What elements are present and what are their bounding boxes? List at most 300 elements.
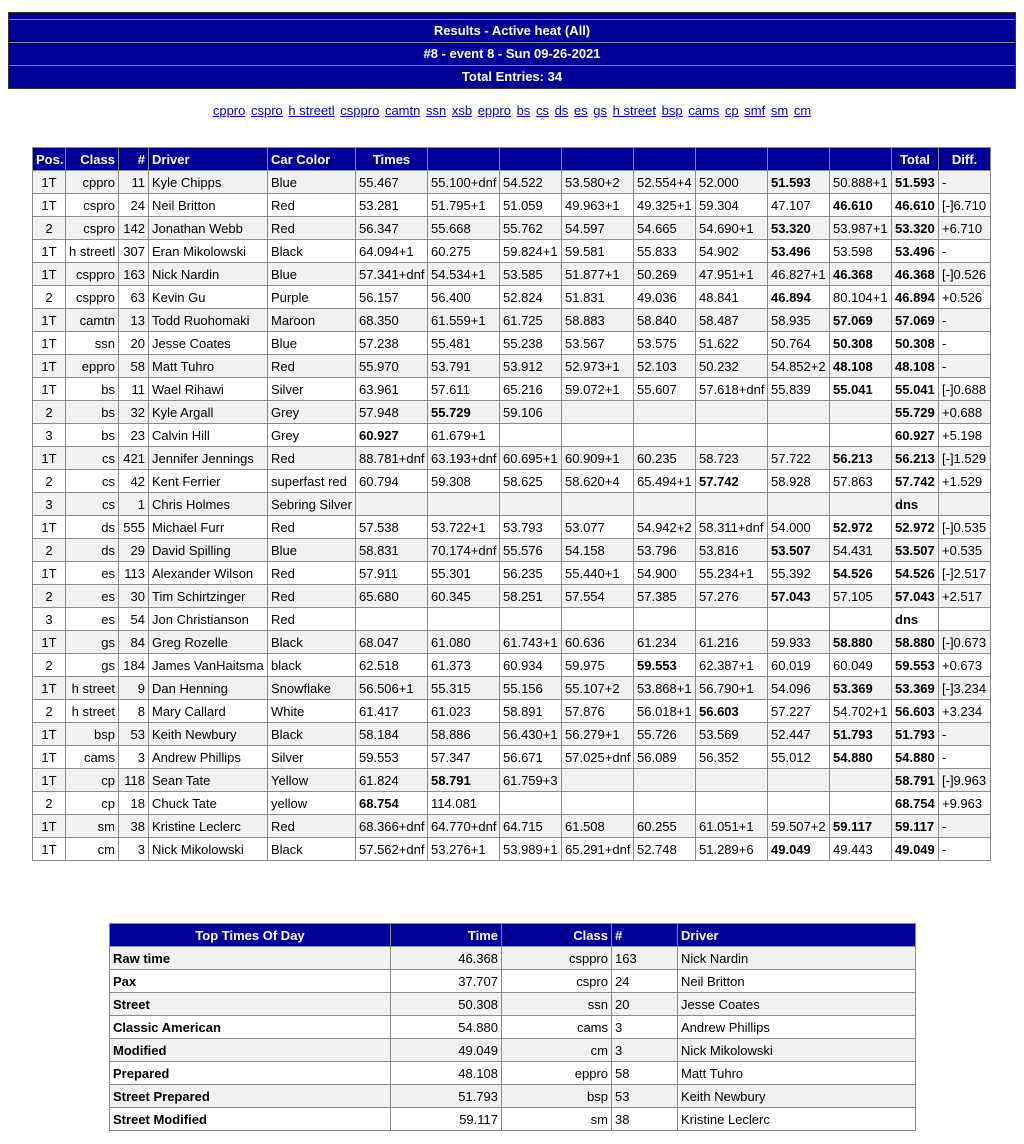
class-link-cams[interactable]: cams <box>688 103 720 118</box>
table-row <box>33 309 991 332</box>
run-time-cell: 53.793 <box>500 516 562 539</box>
run-time-cell <box>768 608 830 631</box>
diff-cell: - <box>939 332 991 355</box>
run-time-cell: 57.105 <box>830 585 892 608</box>
class-cell: bsp <box>66 723 119 746</box>
run-time-cell: 56.400 <box>428 286 500 309</box>
pos-cell: 2 <box>33 654 66 677</box>
run-time-cell: 56.671 <box>500 746 562 769</box>
table-row <box>33 792 991 815</box>
col-class: Class <box>502 924 612 947</box>
run-time-cell: 53.369 <box>830 677 892 700</box>
run-time-cell: 60.927 <box>356 424 428 447</box>
run-time-cell: 53.816 <box>696 539 768 562</box>
class-link-camtn[interactable]: camtn <box>384 103 421 118</box>
class-cell: cs <box>66 470 119 493</box>
run-time-cell: 61.824 <box>356 769 428 792</box>
col-total: Total <box>892 148 939 171</box>
class-link-csppro[interactable]: csppro <box>340 103 380 118</box>
class-link-cspro[interactable]: cspro <box>251 103 283 118</box>
car-color-cell: Grey <box>268 401 356 424</box>
run-time-cell: 65.216 <box>500 378 562 401</box>
pos-cell: 1T <box>33 769 66 792</box>
run-time-cell <box>830 401 892 424</box>
run-time-cell: 51.877+1 <box>562 263 634 286</box>
run-time-cell: 53.567 <box>562 332 634 355</box>
class-cell: csppro <box>502 947 612 970</box>
table-row <box>33 240 991 263</box>
pos-cell: 1T <box>33 378 66 401</box>
driver-cell: David Spilling <box>149 539 268 562</box>
number-cell: 307 <box>119 240 149 263</box>
pos-cell: 1T <box>33 723 66 746</box>
driver-cell: Matt Tuhro <box>678 1062 916 1085</box>
pos-cell: 1T <box>33 815 66 838</box>
total-cell: 53.507 <box>892 539 939 562</box>
total-cell: 46.610 <box>892 194 939 217</box>
run-time-cell: 50.764 <box>768 332 830 355</box>
run-time-cell: 61.023 <box>428 700 500 723</box>
class-link-bsp[interactable]: bsp <box>661 103 683 118</box>
diff-cell: +2.517 <box>939 585 991 608</box>
total-cell: dns <box>892 493 939 516</box>
diff-cell: [-]1.529 <box>939 447 991 470</box>
page-title: Results - Active heat (All) <box>9 20 1015 43</box>
total-cell: 53.320 <box>892 217 939 240</box>
pos-cell: 2 <box>33 792 66 815</box>
driver-cell: Kristine Leclerc <box>149 815 268 838</box>
run-time-cell <box>696 792 768 815</box>
pos-cell: 3 <box>33 493 66 516</box>
table-row <box>110 947 916 970</box>
table-row <box>33 700 991 723</box>
pos-cell: 2 <box>33 539 66 562</box>
class-cell: sm <box>502 1108 612 1131</box>
run-time-cell: 53.507 <box>768 539 830 562</box>
run-time-cell: 61.216 <box>696 631 768 654</box>
total-cell: 49.049 <box>892 838 939 861</box>
car-color-cell: Purple <box>268 286 356 309</box>
number-cell: 18 <box>119 792 149 815</box>
car-color-cell: Silver <box>268 746 356 769</box>
run-time-cell: 50.232 <box>696 355 768 378</box>
run-time-cell: 64.094+1 <box>356 240 428 263</box>
driver-cell: Chuck Tate <box>149 792 268 815</box>
run-time-cell: 57.742 <box>696 470 768 493</box>
run-time-cell: 54.852+2 <box>768 355 830 378</box>
car-color-cell: Red <box>268 562 356 585</box>
run-time-cell <box>500 608 562 631</box>
run-time-cell: 58.935 <box>768 309 830 332</box>
class-cell: sm <box>66 815 119 838</box>
total-cell: 55.729 <box>892 401 939 424</box>
run-time-cell: 56.430+1 <box>500 723 562 746</box>
run-time-cell: 54.702+1 <box>830 700 892 723</box>
run-time-cell: 49.963+1 <box>562 194 634 217</box>
table-row <box>33 424 991 447</box>
time-cell: 50.308 <box>391 993 502 1016</box>
driver-cell: Neil Britton <box>149 194 268 217</box>
run-time-cell: 56.235 <box>500 562 562 585</box>
class-cell: h street <box>66 677 119 700</box>
class-link-cs[interactable]: cs <box>535 103 549 118</box>
run-time-cell: 61.051+1 <box>696 815 768 838</box>
number-cell: 163 <box>119 263 149 286</box>
run-time-cell: 49.049 <box>768 838 830 861</box>
car-color-cell: Black <box>268 723 356 746</box>
run-time-cell: 50.269 <box>634 263 696 286</box>
run-time-cell: 55.729 <box>428 401 500 424</box>
driver-cell: Wael Rihawi <box>149 378 268 401</box>
driver-cell: Todd Ruohomaki <box>149 309 268 332</box>
class-link-eppro[interactable]: eppro <box>477 103 511 118</box>
table-row <box>33 470 991 493</box>
run-time-cell: 50.308 <box>830 332 892 355</box>
class-link-ds[interactable]: ds <box>554 103 569 118</box>
run-time-cell: 52.554+4 <box>634 171 696 194</box>
class-link-gs[interactable]: gs <box>593 103 608 118</box>
run-time-cell: 68.350 <box>356 309 428 332</box>
top-times-header-row <box>110 924 916 947</box>
number-cell: 118 <box>119 769 149 792</box>
diff-cell: - <box>939 815 991 838</box>
run-time-cell: 60.235 <box>634 447 696 470</box>
diff-cell: [-]0.535 <box>939 516 991 539</box>
run-time-cell: 54.096 <box>768 677 830 700</box>
run-time-cell: 54.431 <box>830 539 892 562</box>
results-banner <box>8 12 1016 89</box>
run-time-cell <box>634 792 696 815</box>
run-time-cell: 65.494+1 <box>634 470 696 493</box>
run-time-cell: 60.934 <box>500 654 562 677</box>
number-cell: 3 <box>119 838 149 861</box>
total-cell: 51.793 <box>892 723 939 746</box>
diff-cell: - <box>939 309 991 332</box>
total-cell: 54.526 <box>892 562 939 585</box>
run-time-cell: 55.315 <box>428 677 500 700</box>
class-cell: ds <box>66 516 119 539</box>
pos-cell: 1T <box>33 838 66 861</box>
number-cell: 30 <box>119 585 149 608</box>
run-time-cell: 61.234 <box>634 631 696 654</box>
driver-cell: Mary Callard <box>149 700 268 723</box>
car-color-cell: Red <box>268 585 356 608</box>
run-time-cell: 57.238 <box>356 332 428 355</box>
diff-cell <box>939 608 991 631</box>
top-times-table <box>109 923 916 1131</box>
run-time-cell: 57.227 <box>768 700 830 723</box>
run-time-cell: 59.507+2 <box>768 815 830 838</box>
col-driver: Driver <box>678 924 916 947</box>
run-time-cell: 53.722+1 <box>428 516 500 539</box>
pos-cell: 1T <box>33 240 66 263</box>
number-cell: 23 <box>119 424 149 447</box>
col-pos: Pos. <box>33 148 66 171</box>
event-info: #8 - event 8 - Sun 09-26-2021 <box>9 43 1015 66</box>
category-cell: Street Modified <box>110 1108 391 1131</box>
number-cell: 54 <box>119 608 149 631</box>
class-cell: cp <box>66 769 119 792</box>
class-cell: es <box>66 585 119 608</box>
pos-cell: 2 <box>33 585 66 608</box>
run-time-cell: 56.790+1 <box>696 677 768 700</box>
run-time-cell: 68.047 <box>356 631 428 654</box>
run-time-cell: 54.665 <box>634 217 696 240</box>
run-time-cell: 56.603 <box>696 700 768 723</box>
class-link-bs[interactable]: bs <box>516 103 531 118</box>
car-color-cell: Sebring Silver <box>268 493 356 516</box>
run-time-cell: 61.373 <box>428 654 500 677</box>
car-color-cell: Red <box>268 815 356 838</box>
class-link-cm[interactable]: cm <box>793 103 812 118</box>
category-cell: Street Prepared <box>110 1085 391 1108</box>
number-cell: 184 <box>119 654 149 677</box>
class-link-cp[interactable]: cp <box>724 103 739 118</box>
pos-cell: 1T <box>33 309 66 332</box>
run-time-cell: 63.193+dnf <box>428 447 500 470</box>
class-cell: cspro <box>66 194 119 217</box>
run-time-cell: 56.157 <box>356 286 428 309</box>
col-category: Top Times Of Day <box>110 924 391 947</box>
col-time-2 <box>428 148 500 171</box>
diff-cell: - <box>939 723 991 746</box>
run-time-cell <box>696 424 768 447</box>
run-time-cell: 51.622 <box>696 332 768 355</box>
class-cell: bs <box>66 401 119 424</box>
driver-cell: Jesse Coates <box>149 332 268 355</box>
run-time-cell: 70.174+dnf <box>428 539 500 562</box>
run-time-cell <box>830 608 892 631</box>
run-time-cell: 49.325+1 <box>634 194 696 217</box>
run-time-cell: 88.781+dnf <box>356 447 428 470</box>
class-link-xsb[interactable]: xsb <box>451 103 473 118</box>
run-time-cell <box>768 769 830 792</box>
diff-cell: - <box>939 240 991 263</box>
run-time-cell: 56.018+1 <box>634 700 696 723</box>
run-time-cell <box>562 493 634 516</box>
run-time-cell: 55.481 <box>428 332 500 355</box>
run-time-cell <box>428 493 500 516</box>
number-cell: 53 <box>612 1085 678 1108</box>
total-cell: 68.754 <box>892 792 939 815</box>
run-time-cell: 61.080 <box>428 631 500 654</box>
class-cell: es <box>66 562 119 585</box>
run-time-cell <box>562 401 634 424</box>
class-link-cppro[interactable]: cppro <box>212 103 246 118</box>
class-cell: cams <box>502 1016 612 1039</box>
driver-cell: Alexander Wilson <box>149 562 268 585</box>
class-link-sm[interactable]: sm <box>770 103 789 118</box>
run-time-cell: 52.748 <box>634 838 696 861</box>
class-cell: cm <box>502 1039 612 1062</box>
run-time-cell: 60.019 <box>768 654 830 677</box>
total-cell: 57.043 <box>892 585 939 608</box>
table-row <box>110 1016 916 1039</box>
run-time-cell: 55.301 <box>428 562 500 585</box>
run-time-cell: 60.255 <box>634 815 696 838</box>
number-cell: 84 <box>119 631 149 654</box>
number-cell: 32 <box>119 401 149 424</box>
run-time-cell: 56.213 <box>830 447 892 470</box>
run-time-cell: 58.883 <box>562 309 634 332</box>
driver-cell: Kyle Chipps <box>149 171 268 194</box>
total-cell: 58.880 <box>892 631 939 654</box>
class-link-ssn[interactable]: ssn <box>425 103 447 118</box>
run-time-cell: 65.680 <box>356 585 428 608</box>
table-row <box>33 562 991 585</box>
run-time-cell: 51.289+6 <box>696 838 768 861</box>
col-class: Class <box>66 148 119 171</box>
run-time-cell: 51.793 <box>830 723 892 746</box>
run-time-cell: 57.385 <box>634 585 696 608</box>
run-time-cell: 49.036 <box>634 286 696 309</box>
driver-cell: James VanHaitsma <box>149 654 268 677</box>
table-row <box>33 838 991 861</box>
run-time-cell <box>356 608 428 631</box>
run-time-cell <box>634 769 696 792</box>
pos-cell: 1T <box>33 355 66 378</box>
run-time-cell: 52.103 <box>634 355 696 378</box>
driver-cell: Neil Britton <box>678 970 916 993</box>
time-cell: 37.707 <box>391 970 502 993</box>
table-row <box>33 355 991 378</box>
run-time-cell: 55.467 <box>356 171 428 194</box>
table-row <box>110 993 916 1016</box>
run-time-cell: 55.012 <box>768 746 830 769</box>
run-time-cell: 56.279+1 <box>562 723 634 746</box>
time-cell: 49.049 <box>391 1039 502 1062</box>
total-cell: 50.308 <box>892 332 939 355</box>
table-row <box>33 631 991 654</box>
run-time-cell: 55.607 <box>634 378 696 401</box>
run-time-cell: 55.726 <box>634 723 696 746</box>
results-header-row <box>33 148 991 171</box>
diff-cell: [-]2.517 <box>939 562 991 585</box>
number-cell: 3 <box>612 1016 678 1039</box>
pos-cell: 1T <box>33 171 66 194</box>
category-cell: Pax <box>110 970 391 993</box>
run-time-cell <box>830 424 892 447</box>
number-cell: 113 <box>119 562 149 585</box>
category-cell: Classic American <box>110 1016 391 1039</box>
run-time-cell: 59.824+1 <box>500 240 562 263</box>
run-time-cell: 61.679+1 <box>428 424 500 447</box>
run-time-cell <box>768 792 830 815</box>
run-time-cell: 59.106 <box>500 401 562 424</box>
car-color-cell: Blue <box>268 171 356 194</box>
car-color-cell: superfast red <box>268 470 356 493</box>
run-time-cell <box>634 493 696 516</box>
run-time-cell: 52.000 <box>696 171 768 194</box>
pos-cell: 2 <box>33 700 66 723</box>
run-time-cell <box>500 493 562 516</box>
table-row <box>110 970 916 993</box>
class-link-smf[interactable]: smf <box>744 103 766 118</box>
run-time-cell <box>356 493 428 516</box>
run-time-cell: 53.077 <box>562 516 634 539</box>
total-cell: 60.927 <box>892 424 939 447</box>
class-link-h-street[interactable]: h street <box>612 103 656 118</box>
driver-cell: Nick Mikolowski <box>149 838 268 861</box>
class-links-nav <box>0 103 1024 118</box>
pos-cell: 1T <box>33 332 66 355</box>
run-time-cell: 53.320 <box>768 217 830 240</box>
run-time-cell <box>428 608 500 631</box>
table-row <box>33 516 991 539</box>
diff-cell: +0.535 <box>939 539 991 562</box>
total-cell: 53.369 <box>892 677 939 700</box>
table-row <box>33 401 991 424</box>
class-cell: camtn <box>66 309 119 332</box>
run-time-cell: 51.059 <box>500 194 562 217</box>
class-link-h-streetl[interactable]: h streetl <box>288 103 335 118</box>
run-time-cell <box>768 493 830 516</box>
number-cell: 163 <box>612 947 678 970</box>
run-time-cell: 54.942+2 <box>634 516 696 539</box>
table-row <box>110 1085 916 1108</box>
car-color-cell: Grey <box>268 424 356 447</box>
run-time-cell <box>696 769 768 792</box>
run-time-cell: 57.276 <box>696 585 768 608</box>
class-cell: csppro <box>66 263 119 286</box>
table-row <box>33 608 991 631</box>
diff-cell: +0.526 <box>939 286 991 309</box>
run-time-cell: 55.839 <box>768 378 830 401</box>
total-cell: 59.553 <box>892 654 939 677</box>
col-time-6 <box>696 148 768 171</box>
table-row <box>33 585 991 608</box>
total-cell: 46.368 <box>892 263 939 286</box>
run-time-cell: 68.366+dnf <box>356 815 428 838</box>
car-color-cell: Yellow <box>268 769 356 792</box>
run-time-cell: 53.569 <box>696 723 768 746</box>
run-time-cell: 58.487 <box>696 309 768 332</box>
driver-cell: Nick Mikolowski <box>678 1039 916 1062</box>
results-table <box>32 147 991 861</box>
driver-cell: Eran Mikolowski <box>149 240 268 263</box>
class-cell: ssn <box>66 332 119 355</box>
class-cell: csppro <box>66 286 119 309</box>
table-row <box>33 677 991 700</box>
run-time-cell: 57.722 <box>768 447 830 470</box>
run-time-cell: 57.538 <box>356 516 428 539</box>
table-row <box>33 332 991 355</box>
class-link-es[interactable]: es <box>573 103 588 118</box>
driver-cell: Keith Newbury <box>678 1085 916 1108</box>
number-cell: 142 <box>119 217 149 240</box>
total-cell: 57.069 <box>892 309 939 332</box>
time-cell: 46.368 <box>391 947 502 970</box>
class-cell: cp <box>66 792 119 815</box>
class-cell: bs <box>66 424 119 447</box>
run-time-cell: 55.107+2 <box>562 677 634 700</box>
run-time-cell: 54.597 <box>562 217 634 240</box>
run-time-cell: 50.888+1 <box>830 171 892 194</box>
run-time-cell: 61.725 <box>500 309 562 332</box>
pos-cell: 1T <box>33 194 66 217</box>
number-cell: 421 <box>119 447 149 470</box>
run-time-cell: 51.831 <box>562 286 634 309</box>
run-time-cell: 52.447 <box>768 723 830 746</box>
total-cell: 51.593 <box>892 171 939 194</box>
driver-cell: Kent Ferrier <box>149 470 268 493</box>
col-diff: Diff. <box>939 148 991 171</box>
number-cell: 3 <box>119 746 149 769</box>
run-time-cell: 53.575 <box>634 332 696 355</box>
class-cell: cams <box>66 746 119 769</box>
number-cell: 42 <box>119 470 149 493</box>
run-time-cell: 55.970 <box>356 355 428 378</box>
